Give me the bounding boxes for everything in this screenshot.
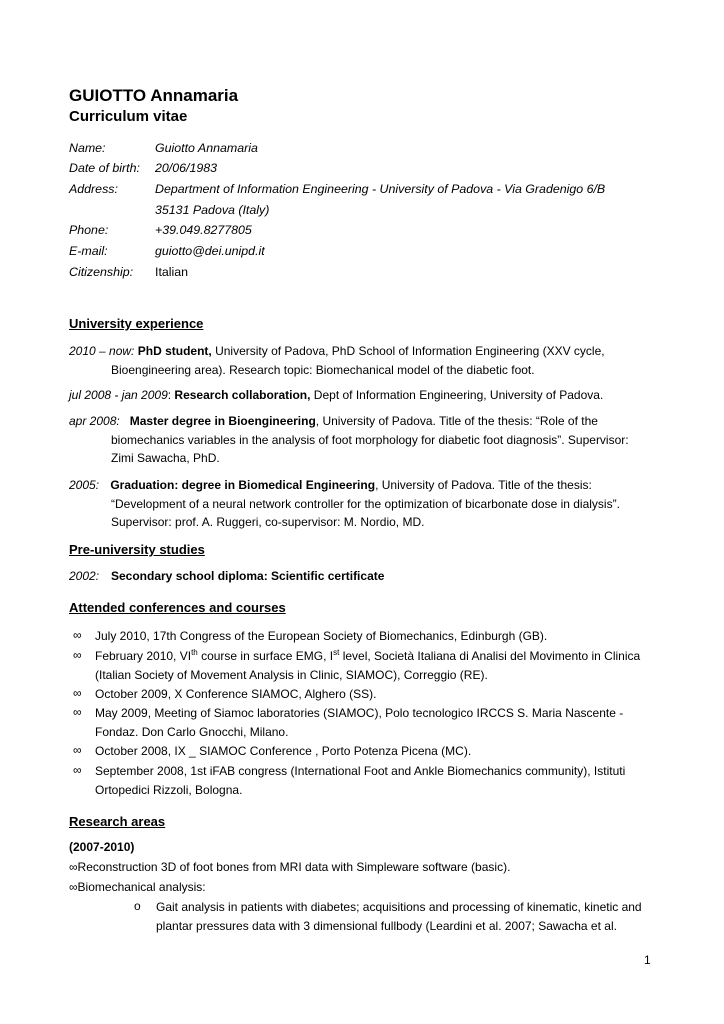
person-name: GUIOTTO Annamaria	[69, 86, 239, 105]
entry-title: PhD student,	[137, 344, 212, 358]
bullet-icon: ∞	[73, 763, 82, 777]
superscript: st	[333, 648, 340, 657]
name-label: Name:	[69, 141, 106, 155]
preuniversity-entry	[69, 569, 384, 583]
subitem-continuation: plantar pressures data with 3 dimensional fullbody (Leardini et al. 2007; Sawacha et al.	[156, 919, 617, 933]
superscript: th	[191, 648, 198, 657]
entry-text: Dept of Information Engineering, University of Padova.	[310, 388, 604, 402]
conference-item-1: July 2010, 17th Congress of the European Society of Biomechanics, Edinburgh (GB).	[95, 629, 548, 643]
address-line-1: Department of Information Engineering - University of Padova - Via Gradenigo 6/B	[155, 182, 606, 196]
entry-text: , University of Padova. Title of the thesis:	[375, 478, 592, 492]
preuniversity-heading: Pre-university studies	[69, 542, 205, 557]
entry-date: 2002:	[69, 569, 100, 583]
research-item-2: ∞Biomechanical analysis:	[69, 880, 206, 894]
entry-title: Secondary school diploma: Scientific certificate	[111, 569, 385, 583]
entry-text: , University of Padova. Title of the thesis: “Role of the	[315, 414, 598, 428]
research-heading: Research areas	[69, 814, 166, 829]
bullet-icon: ∞	[73, 686, 82, 700]
conference-continuation: Ortopedici Rizzoli, Bologna.	[95, 782, 243, 797]
entry-title: Master degree in Bioengineering	[129, 414, 316, 428]
bullet-icon: ∞	[73, 743, 82, 757]
sub-bullet-icon: o	[134, 899, 141, 913]
email-value: guiotto@dei.unipd.it	[155, 244, 265, 258]
conference-text: February 2010, VI	[95, 649, 192, 663]
entry-date: jul 2008 - jan 2009	[69, 388, 168, 402]
research-item-1: ∞Reconstruction 3D of foot bones from MRI data with Simpleware software (basic).	[69, 860, 511, 874]
conference-text: level, Società Italiana di Analisi del Movimento in Clinica	[339, 649, 641, 663]
entry-separator: :	[167, 388, 175, 402]
bullet-icon: ∞	[73, 705, 82, 719]
bullet-icon: ∞	[73, 648, 82, 662]
conference-item-2	[95, 647, 656, 684]
citizenship-value: Italian	[155, 265, 189, 279]
entry-title: Graduation: degree in Biomedical Engineering	[110, 478, 376, 492]
address-line-2: 35131 Padova (Italy)	[155, 203, 270, 217]
entry-date: 2005:	[69, 478, 100, 492]
dob-label: Date of birth:	[69, 161, 140, 175]
document-title: Curriculum vitae	[69, 108, 188, 125]
conferences-heading: Attended conferences and courses	[69, 600, 286, 615]
phone-value: +39.049.8277805	[155, 223, 252, 237]
education-entry-collaboration	[69, 386, 656, 405]
education-entry-phd	[69, 342, 656, 379]
bullet-icon: ∞	[73, 628, 82, 642]
university-heading: University experience	[69, 316, 204, 331]
subitem-text: Gait analysis in patients with diabetes; acquisitions and processing of kinematic, kinetic and	[156, 900, 642, 914]
dob-value: 20/06/1983	[155, 161, 218, 175]
name-value: Guiotto Annamaria	[155, 141, 258, 155]
entry-title: Research collaboration,	[174, 388, 311, 402]
address-label: Address:	[69, 182, 118, 196]
conference-item-4	[95, 704, 656, 741]
entry-continuation-1: “Development of a neural network controller for the optimization of bicarbonate dose in dialysis”.	[111, 496, 620, 511]
page-number: 1	[644, 953, 651, 967]
phone-label: Phone:	[69, 223, 109, 237]
conference-item-5: October 2008, IX _ SIAMOC Conference , Porto Potenza Picena (MC).	[95, 744, 472, 758]
entry-continuation-1: biomechanics variables in the analysis of foot morphology for diabetic foot diagnosis”. Supervisor:	[111, 432, 629, 447]
entry-date: apr 2008:	[69, 414, 120, 428]
entry-continuation-2: Supervisor: prof. A. Ruggeri, co-supervisor: M. Nordio, MD.	[111, 515, 425, 529]
conference-text: May 2009, Meeting of Siamoc laboratories (SIAMOC), Polo tecnologico IRCCS S. Maria Nascente -	[95, 706, 624, 720]
conference-text: course in surface EMG, I	[197, 649, 334, 663]
entry-text: University of Padova, PhD School of Information Engineering (XXV cycle,	[211, 344, 605, 358]
entry-continuation-2: Zimi Sawacha, PhD.	[111, 451, 220, 465]
entry-date: 2010 – now:	[69, 344, 135, 358]
conference-continuation: (Italian Society of Movement Analysis in Clinic, SIAMOC), Correggio (RE).	[95, 667, 488, 682]
research-period: (2007-2010)	[69, 840, 135, 854]
email-label: E-mail:	[69, 244, 108, 258]
education-entry-master	[69, 412, 656, 468]
conference-text: September 2008, 1st iFAB congress (International Foot and Ankle Biomechanics community), Istituti	[95, 764, 626, 778]
conference-item-6	[95, 762, 656, 799]
conference-item-3: October 2009, X Conference SIAMOC, Alghero (SS).	[95, 687, 377, 701]
education-entry-graduation	[69, 476, 656, 532]
citizenship-label: Citizenship:	[69, 265, 134, 279]
conference-continuation: Fondaz. Don Carlo Gnocchi, Milano.	[95, 724, 289, 739]
entry-continuation: Bioengineering area). Research topic: Biomechanical model of the diabetic foot.	[111, 362, 535, 377]
research-subitem-1	[156, 898, 656, 936]
